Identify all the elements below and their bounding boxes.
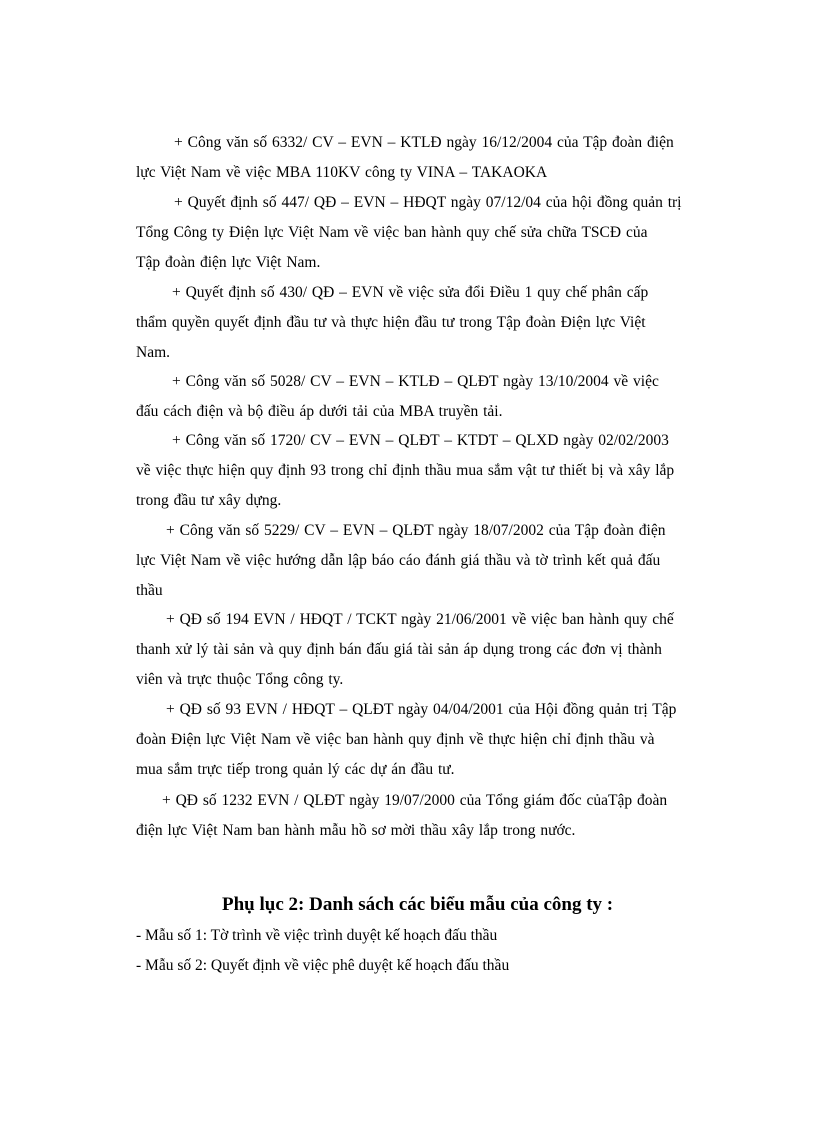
reference-line: thanh xử lý tài sản và quy định bán đấu giá tài sản áp dụng trong các đơn vị thành: [136, 641, 662, 658]
reference-line: Nam.: [136, 344, 171, 361]
reference-line: viên và trực thuộc Tổng công ty.: [136, 671, 344, 688]
reference-line: + Quyết định số 430/ QĐ – EVN về việc sửa đổi Điều 1 quy chế phân cấp: [172, 284, 649, 301]
reference-item: [136, 367, 740, 427]
reference-line: + Công văn số 1720/ CV – EVN – QLĐT – KTDT – QLXD ngày 02/02/2003: [172, 432, 669, 449]
reference-line: + Công văn số 6332/ CV – EVN – KTLĐ ngày 16/12/2004 của Tập đoàn điện: [174, 134, 674, 151]
reference-line: + Công văn số 5028/ CV – EVN – KTLĐ – QLĐT ngày 13/10/2004 về việc: [172, 373, 659, 390]
reference-line: thầu: [136, 582, 163, 599]
reference-item: [136, 128, 740, 188]
reference-item: [136, 605, 740, 695]
reference-line: Tập đoàn điện lực Việt Nam.: [136, 254, 321, 271]
reference-line: thẩm quyền quyết định đầu tư và thực hiện đầu tư trong Tập đoàn Điện lực Việt: [136, 314, 646, 331]
form-list-item: - Mẫu số 2: Quyết định về việc phê duyệt kế hoạch đấu thầu: [136, 957, 510, 974]
reference-line: về việc thực hiện quy định 93 trong chỉ định thầu mua sắm vật tư thiết bị và xây lắp: [136, 462, 675, 479]
reference-item: [136, 278, 740, 368]
reference-item: [136, 786, 740, 846]
reference-line: điện lực Việt Nam ban hành mẫu hồ sơ mời thầu xây lắp trong nước.: [136, 822, 576, 839]
appendix-title: Phụ lục 2: Danh sách các biểu mẫu của công ty :: [222, 894, 614, 915]
reference-item: [136, 695, 740, 785]
reference-line: mua sắm trực tiếp trong quản lý các dự án đầu tư.: [136, 761, 455, 778]
reference-line: + Quyết định số 447/ QĐ – EVN – HĐQT ngày 07/12/04 của hội đồng quản trị: [174, 194, 682, 211]
reference-item: [136, 188, 740, 278]
reference-item: [136, 516, 740, 606]
reference-line: trong đầu tư xây dựng.: [136, 492, 282, 509]
reference-line: + QĐ số 194 EVN / HĐQT / TCKT ngày 21/06/2001 về việc ban hành quy chế: [166, 611, 674, 628]
reference-item: [136, 426, 740, 516]
reference-line: lực Việt Nam về việc hướng dẫn lập báo cáo đánh giá thầu và tờ trình kết quả đấu: [136, 552, 661, 569]
reference-line: + QĐ số 93 EVN / HĐQT – QLĐT ngày 04/04/2001 của Hội đồng quản trị Tập: [166, 701, 677, 718]
form-list-item: - Mẫu số 1: Tờ trình về việc trình duyệt kế hoạch đấu thầu: [136, 927, 498, 944]
reference-line: đấu cách điện và bộ điều áp dưới tải của MBA truyền tải.: [136, 403, 503, 420]
reference-line: đoàn Điện lực Việt Nam về việc ban hành quy định về thực hiện chỉ định thầu và: [136, 731, 655, 748]
reference-line: lực Việt Nam về việc MBA 110KV công ty VINA – TAKAOKA: [136, 164, 548, 181]
reference-line: + QĐ số 1232 EVN / QLĐT ngày 19/07/2000 của Tổng giám đốc củaTập đoàn: [162, 792, 668, 809]
reference-line: Tổng Công ty Điện lực Việt Nam về việc ban hành quy chế sửa chữa TSCĐ của: [136, 224, 648, 241]
reference-line: + Công văn số 5229/ CV – EVN – QLĐT ngày 18/07/2002 của Tập đoàn điện: [166, 522, 666, 539]
